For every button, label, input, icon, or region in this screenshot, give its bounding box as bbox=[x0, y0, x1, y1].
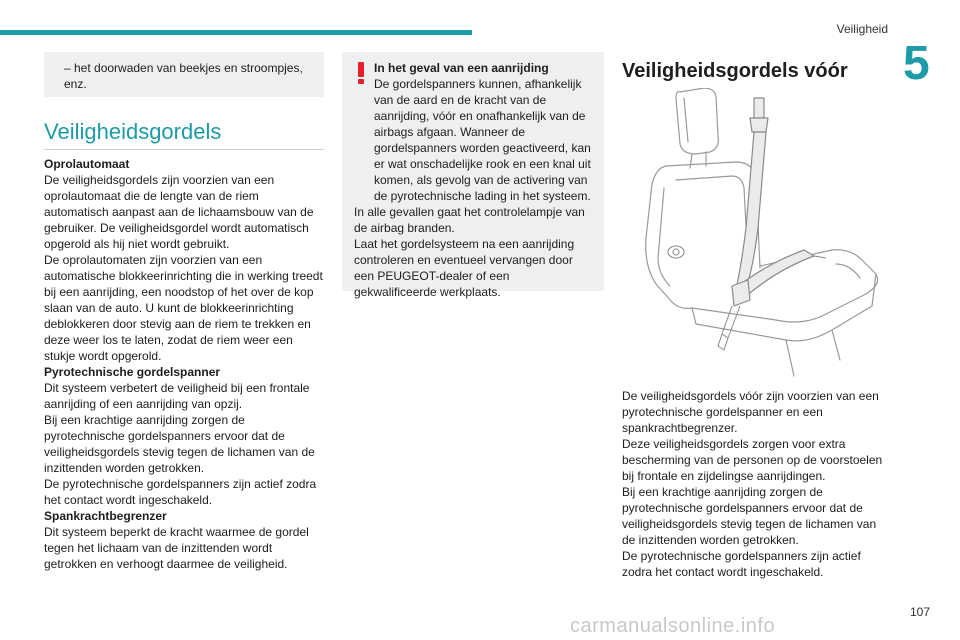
right-heading: Veiligheidsgordels vóór bbox=[622, 60, 848, 82]
paragraph: Dit systeem verbetert de veiligheid bij een frontale aanrijding of een aanrijding van opzij. bbox=[44, 381, 310, 411]
subhead-gordelspanner: Pyrotechnische gordelspanner bbox=[44, 365, 221, 379]
heading-divider bbox=[44, 149, 324, 150]
paragraph: Dit systeem beperkt de kracht waarmee de gordel tegen het lichaam van de inzittenden wordt getrokken en verhoogt daarmee de veiligheid. bbox=[44, 525, 309, 571]
chapter-number: 5 bbox=[903, 37, 930, 90]
section-title: Veiligheid bbox=[836, 22, 888, 36]
paragraph: De veiligheidsgordels vóór zijn voorzien van een pyrotechnische gordelspanner en een spankrachtbegrenzer. bbox=[622, 389, 879, 435]
subhead-oprolautomaat: Oprolautomaat bbox=[44, 157, 130, 171]
watermark: carmanualsonline.info bbox=[570, 615, 776, 637]
seat-belt-illustration bbox=[636, 88, 884, 380]
warning-paragraph: De gordelspanners kunnen, afhankelijk van de aard en de kracht van de aanrijding, vóór en onafhankelijk van de airbags afgaan. Wanneer de gordelspanners worden geactiveerd, kan er wat onschadelijke rook en een knal uit komen, als gevolg van de activering van de pyrotechnische lading in het systeem. bbox=[374, 77, 591, 203]
top-accent-bar bbox=[0, 30, 472, 35]
paragraph: Deze veiligheidsgordels zorgen voor extra bescherming van de personen op de voorstoelen bij frontale en zijdelingse aanrijdingen. bbox=[622, 437, 883, 483]
bullet-box bbox=[44, 52, 324, 97]
paragraph: De pyrotechnische gordelspanners zijn actief zodra het contact wordt ingeschakeld. bbox=[622, 549, 861, 579]
paragraph: Bij een krachtige aanrijding zorgen de pyrotechnische gordelspanners ervoor dat de veiligheidsgordels stevig tegen de lichamen van de inzittenden worden getrokken. bbox=[44, 413, 315, 475]
warning-paragraph: In alle gevallen gaat het controlelampje van de airbag branden. bbox=[354, 205, 585, 235]
left-column bbox=[44, 52, 324, 572]
paragraph: De pyrotechnische gordelspanners zijn actief zodra het contact wordt ingeschakeld. bbox=[44, 477, 317, 507]
warning-paragraph: Laat het gordelsysteem na een aanrijding controleren en eventueel vervangen door een PEUGEOT-dealer of een gekwalificeerde werkplaats. bbox=[354, 237, 575, 299]
right-column bbox=[622, 52, 884, 84]
page-number: 107 bbox=[909, 605, 930, 619]
section-heading: Veiligheidsgordels bbox=[44, 119, 222, 144]
exclamation-icon bbox=[356, 62, 366, 84]
warning-box bbox=[342, 52, 604, 299]
paragraph: Bij een krachtige aanrijding zorgen de pyrotechnische gordelspanners ervoor dat de veiligheidsgordels stevig tegen de lichamen van de inzittenden worden getrokken. bbox=[622, 485, 877, 547]
middle-column bbox=[342, 52, 604, 299]
paragraph: De oprolautomaten zijn voorzien van een automatische blokkeerinrichting die in werking treedt bij een aanrijding, een noodstop of het over de kop slaan van de auto. U kunt de blokkeerinrichting deblokkeren door stevig aan de riem te trekken en deze weer los te laten, zodat de riem weer een stukje wordt opgerold. bbox=[44, 253, 323, 363]
warning-title: In het geval van een aanrijding bbox=[374, 61, 549, 75]
right-column-text bbox=[622, 388, 884, 580]
paragraph: De veiligheidsgordels zijn voorzien van een oprolautomaat die de lengte van de riem automatisch aanpast aan de lichaamsbouw van de gebruiker. De veiligheidsgordel wordt automatisch opgerold als hij niet wordt gebruikt. bbox=[44, 173, 314, 251]
subhead-spankrachtbegrenzer: Spankrachtbegrenzer bbox=[44, 509, 167, 523]
bullet-text: – het doorwaden van beekjes en stroompjes, enz. bbox=[64, 61, 303, 91]
